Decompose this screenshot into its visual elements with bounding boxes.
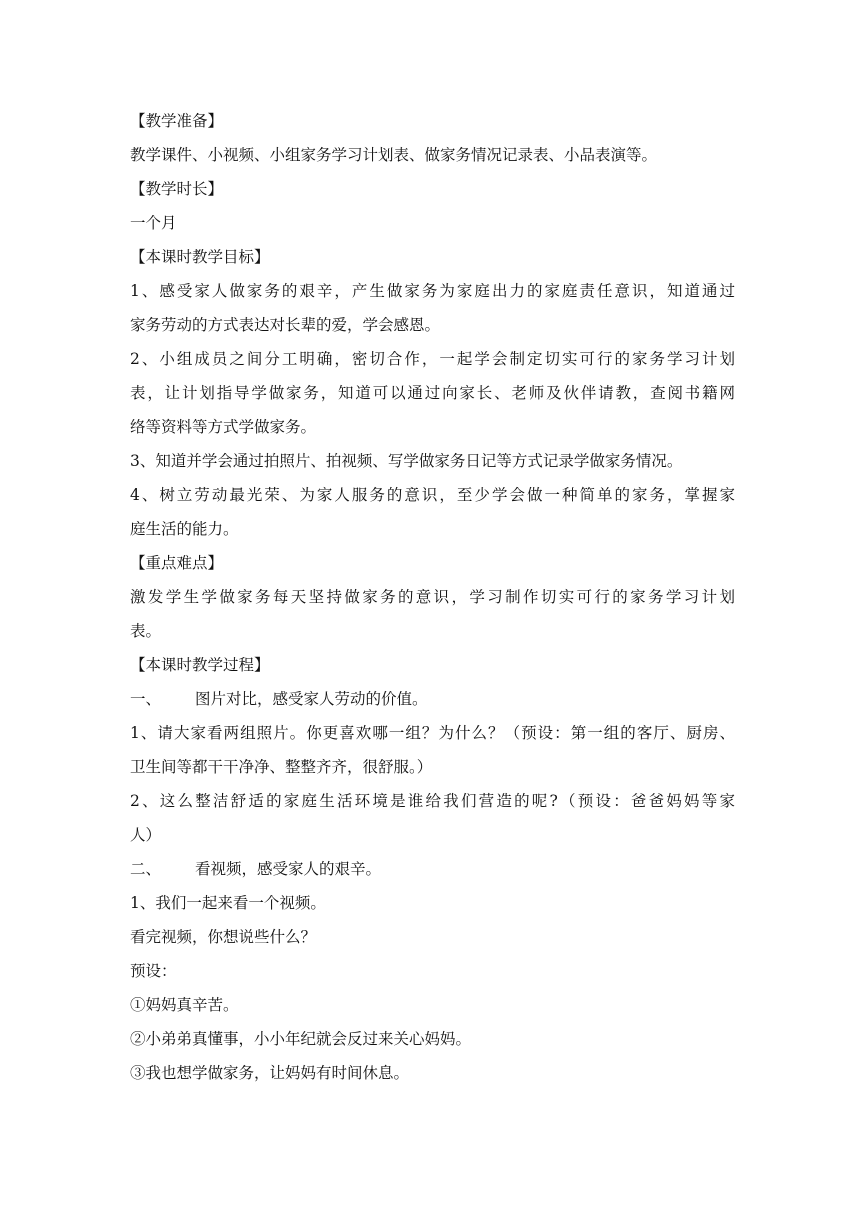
goal-1-line-1: 1、感受家人做家务的艰辛，产生做家务为家庭出力的家庭责任意识，知道通过 <box>130 282 735 300</box>
section-2-question: 看完视频，你想说些什么？ <box>130 928 317 946</box>
heading-teaching-goals: 【本课时教学目标】 <box>130 248 270 266</box>
heading-teaching-duration: 【教学时长】 <box>130 180 224 198</box>
heading-teaching-process: 【本课时教学过程】 <box>130 656 270 674</box>
section-2-preset-label: 预设： <box>130 962 177 980</box>
document-body <box>130 104 735 1090</box>
goal-2-line-2: 表，让计划指导学做家务，知道可以通过向家长、老师及伙伴请教，查阅书籍网 <box>130 384 735 402</box>
section-2-number: 二、 <box>130 860 162 878</box>
section-1-item-1-line-1: 1、请大家看两组照片。你更喜欢哪一组？为什么？（预设：第一组的客厅、厨房、 <box>130 724 735 742</box>
section-1-item-2-line-1: 2、这么整洁舒适的家庭生活环境是谁给我们营造的呢?（预设：爸爸妈妈等家 <box>130 792 735 810</box>
key-points-line-2: 表。 <box>130 622 162 640</box>
section-1-number: 一、 <box>130 690 162 708</box>
heading-teaching-prep: 【教学准备】 <box>130 112 224 130</box>
goal-3-line-1: 3、知道并学会通过拍照片、拍视频、写学做家务日记等方式记录学做家务情况。 <box>130 452 683 470</box>
section-2-title: 看视频，感受家人的艰辛。 <box>195 860 382 878</box>
section-1-item-1-line-2: 卫生间等都干干净净、整整齐齐，很舒服。） <box>130 758 433 776</box>
teaching-prep-text: 教学课件、小视频、小组家务学习计划表、做家务情况记录表、小品表演等。 <box>130 146 658 164</box>
answer-2: ②小弟弟真懂事，小小年纪就会反过来关心妈妈。 <box>130 1030 472 1048</box>
section-2-heading <box>130 852 735 886</box>
goal-2-line-3: 络等资料等方式学做家务。 <box>130 418 317 436</box>
answer-3: ③我也想学做家务，让妈妈有时间休息。 <box>130 1064 410 1082</box>
goal-1-line-2: 家务劳动的方式表达对长辈的爱，学会感恩。 <box>130 316 441 334</box>
goal-4-line-1: 4、树立劳动最光荣、为家人服务的意识，至少学会做一种简单的家务，掌握家 <box>130 486 735 504</box>
section-1-title: 图片对比，感受家人劳动的价值。 <box>195 690 428 708</box>
heading-key-points: 【重点难点】 <box>130 554 224 572</box>
section-1-item-2-line-2: 人） <box>130 826 162 844</box>
teaching-duration-text: 一个月 <box>130 214 177 232</box>
answer-1: ①妈妈真辛苦。 <box>130 996 239 1014</box>
section-1-heading <box>130 682 735 716</box>
goal-4-line-2: 庭生活的能力。 <box>130 520 239 538</box>
section-2-item-1: 1、我们一起来看一个视频。 <box>130 894 326 912</box>
goal-2-line-1: 2、小组成员之间分工明确，密切合作，一起学会制定切实可行的家务学习计划 <box>130 350 735 368</box>
key-points-line-1: 激发学生学做家务每天坚持做家务的意识，学习制作切实可行的家务学习计划 <box>130 588 735 606</box>
